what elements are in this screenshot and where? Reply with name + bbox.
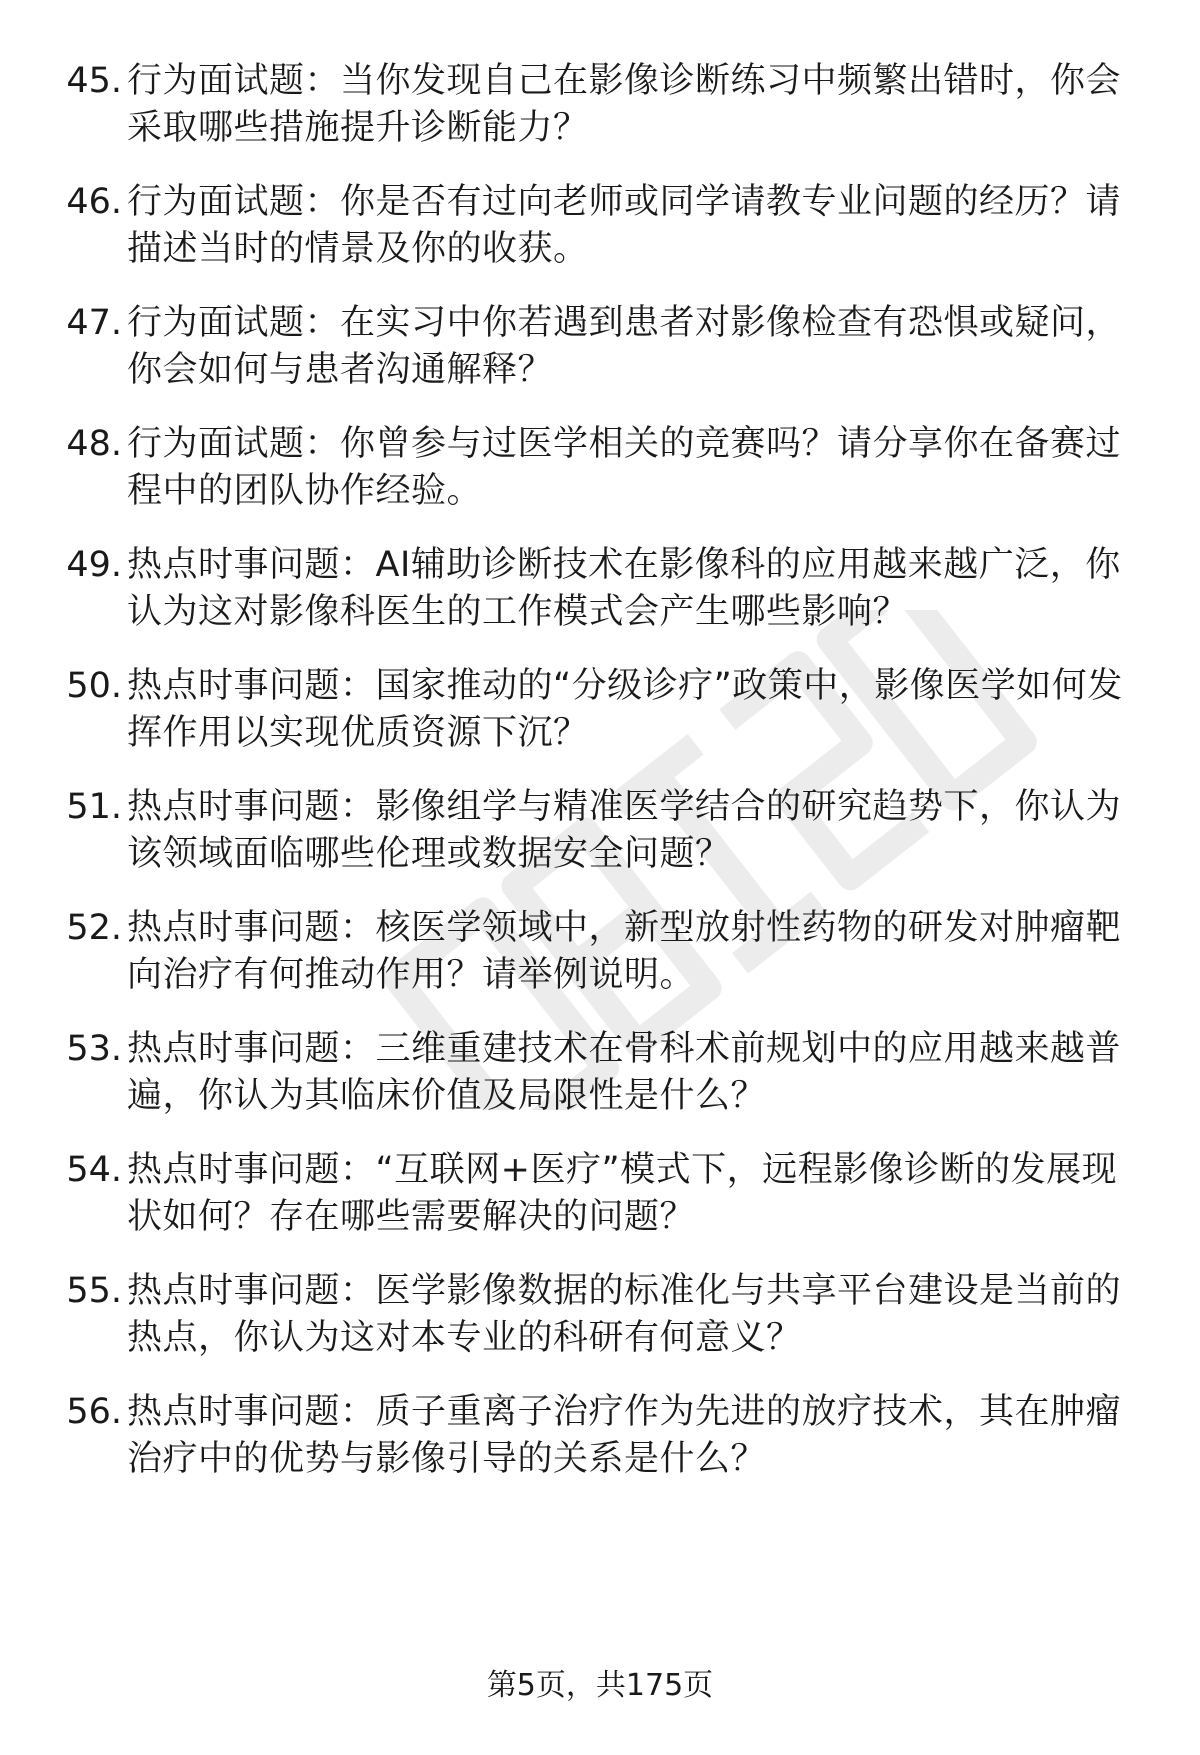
question-text: 热点时事问题：AI辅助诊断技术在影像科的应用越来越广泛，你认为这对影像科医生的工作模式会产生哪些影响？ [127, 545, 1121, 632]
question-item [52, 784, 1142, 905]
question-item [52, 905, 1142, 1026]
question-number: 54. [66, 1150, 122, 1190]
question-number: 55. [66, 1271, 122, 1311]
question-item [52, 300, 1142, 421]
question-text: 行为面试题：在实习中你若遇到患者对影像检查有恐惧或疑问，你会如何与患者沟通解释？ [127, 303, 1122, 390]
question-list [52, 58, 1142, 1510]
question-text: 热点时事问题：质子重离子治疗作为先进的放疗技术，其在肿瘤治疗中的优势与影像引导的关系是什么？ [127, 1392, 1122, 1479]
question-text: 热点时事问题：三维重建技术在骨科术前规划中的应用越来越普遍，你认为其临床价值及局限性是什么？ [127, 1029, 1122, 1116]
question-text: 热点时事问题：“互联网+医疗”模式下，远程影像诊断的发展现状如何？存在哪些需要解决的问题？ [127, 1150, 1118, 1237]
question-number: 51. [66, 787, 122, 827]
question-number: 50. [66, 666, 122, 706]
question-number: 52. [66, 908, 122, 948]
question-number: 48. [66, 424, 122, 464]
question-number: 53. [66, 1029, 122, 1069]
question-item [52, 542, 1142, 663]
question-item [52, 663, 1142, 784]
question-item [52, 58, 1142, 179]
question-item [52, 1268, 1142, 1389]
question-item [52, 1026, 1142, 1147]
question-item [52, 1147, 1142, 1268]
question-item [52, 1389, 1142, 1510]
question-number: 56. [66, 1392, 122, 1432]
question-number: 47. [66, 303, 122, 343]
question-text: 行为面试题：你是否有过向老师或同学请教专业问题的经历？请描述当时的情景及你的收获。 [127, 182, 1122, 269]
question-text: 热点时事问题：医学影像数据的标准化与共享平台建设是当前的热点，你认为这对本专业的科研有何意义？ [127, 1271, 1122, 1358]
question-text: 热点时事问题：核医学领域中，新型放射性药物的研发对肿瘤靶向治疗有何推动作用？请举例说明。 [127, 908, 1122, 995]
question-number: 45. [66, 61, 122, 101]
question-item [52, 421, 1142, 542]
question-number: 49. [66, 545, 122, 585]
page-number-footer: 第5页，共175页 [486, 1668, 714, 1703]
question-text: 行为面试题：当你发现自己在影像诊断练习中频繁出错时，你会采取哪些措施提升诊断能力？ [127, 61, 1122, 148]
question-item [52, 179, 1142, 300]
question-text: 热点时事问题：影像组学与精准医学结合的研究趋势下，你认为该领域面临哪些伦理或数据安全问题？ [127, 787, 1122, 874]
question-text: 行为面试题：你曾参与过医学相关的竞赛吗？请分享你在备赛过程中的团队协作经验。 [127, 424, 1122, 511]
question-number: 46. [66, 182, 122, 222]
question-text: 热点时事问题：国家推动的“分级诊疗”政策中，影像医学如何发挥作用以实现优质资源下沉？ [127, 666, 1123, 753]
